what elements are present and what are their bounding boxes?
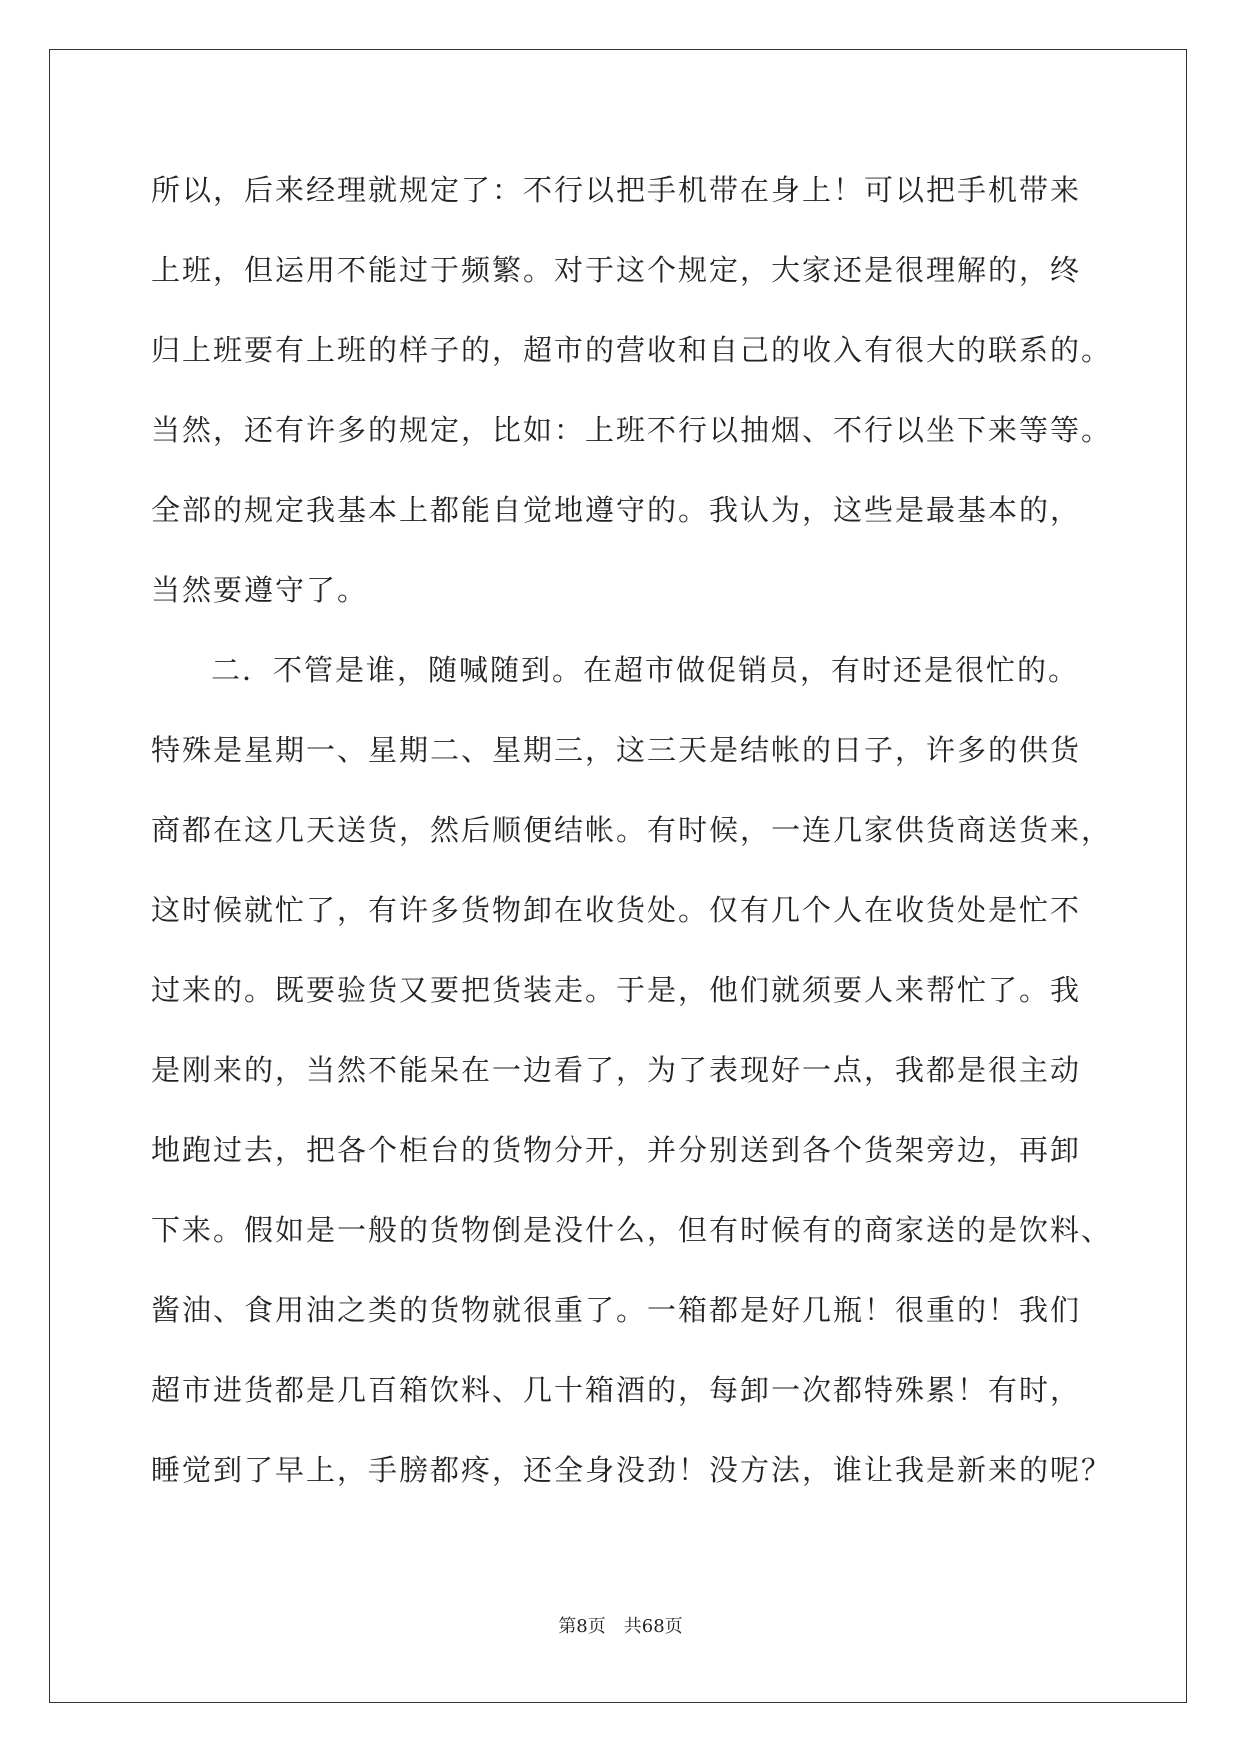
text-line: 睡觉到了早上，手膀都疼，还全身没劲！没方法，谁让我是新来的呢？	[151, 1453, 1113, 1487]
text-line: 是刚来的，当然不能呆在一边看了，为了表现好一点，我都是很主动	[151, 1053, 1082, 1087]
page-footer	[0, 1615, 1241, 1639]
text-line: 超市进货都是几百箱饮料、几十箱酒的，每卸一次都特殊累！有时，	[151, 1373, 1082, 1407]
text-line: 下来。假如是一般的货物倒是没什么，但有时候有的商家送的是饮料、	[151, 1213, 1113, 1247]
text-line: 上班，但运用不能过于频繁。对于这个规定，大家还是很理解的，终	[151, 253, 1082, 287]
text-line: 全部的规定我基本上都能自觉地遵守的。我认为，这些是最基本的，	[151, 493, 1082, 527]
text-line: 酱油、食用油之类的货物就很重了。一箱都是好几瓶！很重的！我们	[151, 1293, 1082, 1327]
text-line: 归上班要有上班的样子的，超市的营收和自己的收入有很大的联系的。	[151, 333, 1113, 367]
text-line: 地跑过去，把各个柜台的货物分开，并分别送到各个货架旁边，再卸	[151, 1133, 1082, 1167]
text-line: 所以，后来经理就规定了：不行以把手机带在身上！可以把手机带来	[151, 173, 1082, 207]
text-line: 过来的。既要验货又要把货装走。于是，他们就须要人来帮忙了。我	[151, 973, 1082, 1007]
page-number: 第8页	[558, 1616, 606, 1637]
page-total: 共68页	[623, 1616, 683, 1637]
text-line: 这时候就忙了，有许多货物卸在收货处。仅有几个人在收货处是忙不	[151, 893, 1082, 927]
text-line: 当然要遵守了。	[151, 573, 369, 607]
paragraph-first-line: 二．不管是谁，随喊随到。在超市做促销员，有时还是很忙的。	[211, 653, 1080, 687]
text-line: 特殊是星期一、星期二、星期三，这三天是结帐的日子，许多的供货	[151, 733, 1082, 767]
text-line: 当然，还有许多的规定，比如：上班不行以抽烟、不行以坐下来等等。	[151, 413, 1113, 447]
text-line: 商都在这几天送货，然后顺便结帐。有时候，一连几家供货商送货来，	[151, 813, 1113, 847]
